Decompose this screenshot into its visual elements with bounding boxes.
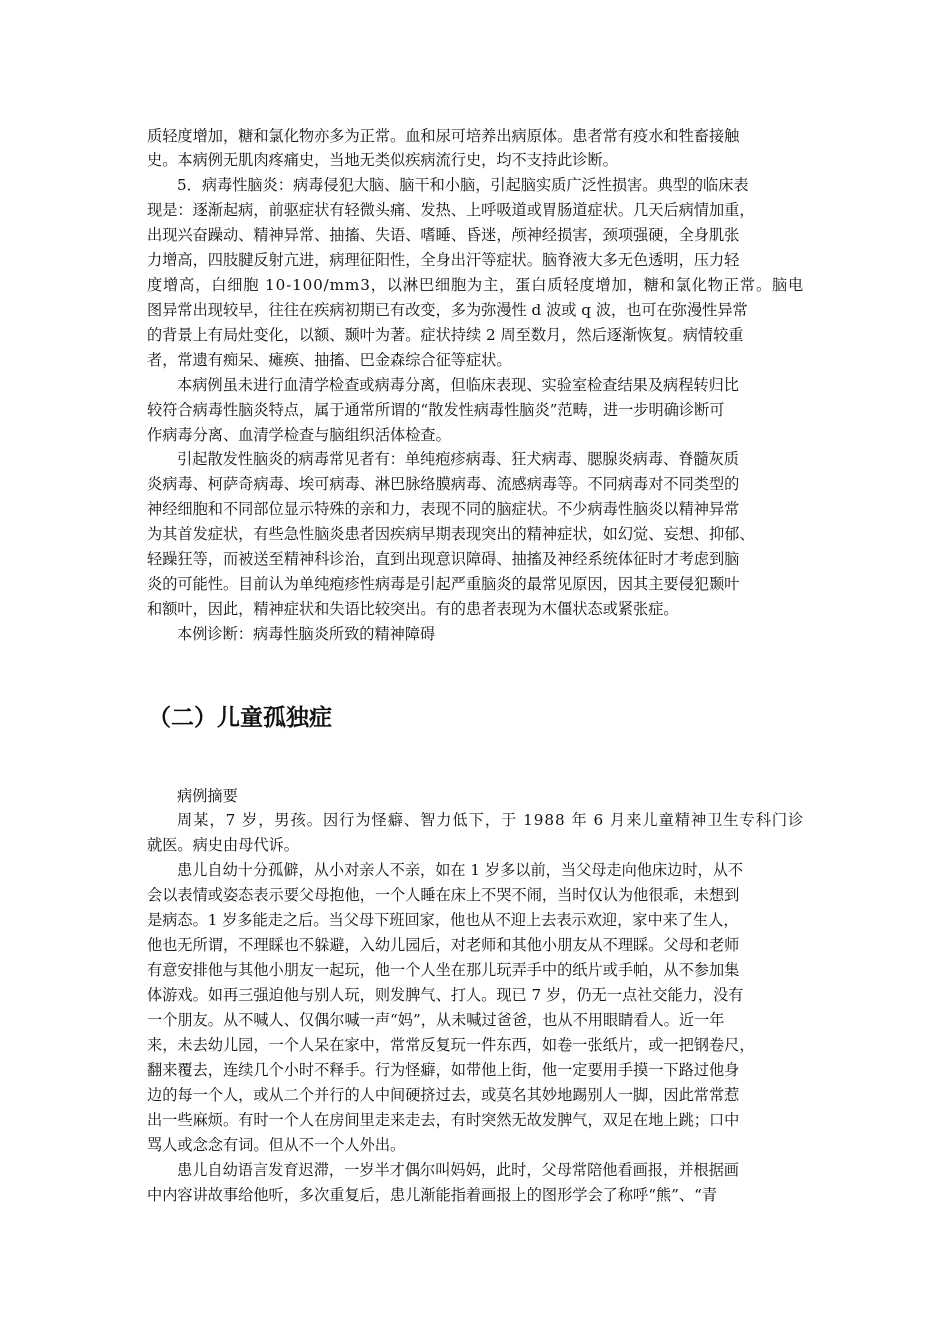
text-line: 者，常遗有痴呆、瘫痪、抽搐、巴金森综合征等症状。 xyxy=(147,351,512,369)
text-line: 边的每一个人，或从二个并行的人中间硬挤过去，或莫名其妙地踢别人一脚，因此常常惹 xyxy=(147,1086,740,1104)
text-line: 和额叶，因此，精神症状和失语比较突出。有的患者表现为木僵状态或紧张症。 xyxy=(147,600,679,618)
text-line: 本病例虽未进行血清学检查或病毒分离，但临床表现、实验室检查结果及病程转归比 xyxy=(177,376,739,394)
text-line: 度增高，白细胞 10-100/mm3，以淋巴细胞为主，蛋白质轻度增加，糖和氯化物正常。脑电 xyxy=(147,276,805,294)
text-line: 质轻度增加，糖和氯化物亦多为正常。血和尿可培养出病原体。患者常有疫水和牲畜接触 xyxy=(147,127,740,145)
text-line: 体游戏。如再三强迫他与别人玩，则发脾气、打人。现已 7 岁，仍无一点社交能力，没有 xyxy=(147,986,744,1004)
text-line: 一个朋友。从不喊人、仅偶尔喊一声“妈”，从未喊过爸爸，也从不用眼睛看人。近一年 xyxy=(147,1011,725,1029)
text-line: 周某，7 岁，男孩。因行为怪癖、智力低下，于 1988 年 6 月来儿童精神卫生专科门诊 xyxy=(177,811,805,829)
case-summary-label: 病例摘要 xyxy=(177,787,238,805)
text-line: 图异常出现较早，往往在疾病初期已有改变，多为弥漫性 d 波或 q 波，也可在弥漫性异常 xyxy=(147,301,748,319)
text-line: 患儿自幼语言发育迟滞，一岁半才偶尔叫妈妈，此时，父母常陪他看画报，并根据画 xyxy=(177,1161,739,1179)
text-line: 骂人或念念有词。但从不一个人外出。 xyxy=(147,1136,406,1154)
text-line: 的背景上有局灶变化，以额、颞叶为著。症状持续 2 周至数月，然后逐渐恢复。病情较重 xyxy=(147,326,744,344)
text-line: 炎病毒、柯萨奇病毒、埃可病毒、淋巴脉络膜病毒、流感病毒等。不同病毒对不同类型的 xyxy=(147,475,740,493)
text-line: 炎的可能性。目前认为单纯疱疹性病毒是引起严重脑炎的最常见原因，因其主要侵犯颞叶 xyxy=(147,575,740,593)
text-line: 现是：逐渐起病，前驱症状有轻微头痛、发热、上呼吸道或胃肠道症状。几天后病情加重， xyxy=(147,201,755,219)
text-line: 为其首发症状，有些急性脑炎患者因疾病早期表现突出的精神症状，如幻觉、妄想、抑郁、 xyxy=(147,525,755,543)
text-line: 引起散发性脑炎的病毒常见者有：单纯疱疹病毒、狂犬病毒、腮腺炎病毒、脊髓灰质 xyxy=(177,450,739,468)
text-line: 史。本病例无肌肉疼痛史，当地无类似疾病流行史，均不支持此诊断。 xyxy=(147,151,618,169)
text-line: 5．病毒性脑炎：病毒侵犯大脑、脑干和小脑，引起脑实质广泛性损害。典型的临床表 xyxy=(177,176,749,194)
text-line: 力增高，四肢腱反射亢进，病理征阳性，全身出汗等症状。脑脊液大多无色透明，压力轻 xyxy=(147,251,740,269)
text-line: 中内容讲故事给他听，多次重复后，患儿渐能指着画报上的图形学会了称呼“熊”、“青 xyxy=(147,1186,718,1204)
text-line: 神经细胞和不同部位显示特殊的亲和力，表现不同的脑症状。不少病毒性脑炎以精神异常 xyxy=(147,500,740,518)
text-line: 较符合病毒性脑炎特点，属于通常所谓的“散发性病毒性脑炎”范畴，进一步明确诊断可 xyxy=(147,401,725,419)
text-line: 会以表情或姿态表示要父母抱他，一个人睡在床上不哭不闹，当时仅认为他很乖，未想到 xyxy=(147,886,740,904)
diagnosis-line: 本例诊断：病毒性脑炎所致的精神障碍 xyxy=(177,625,436,643)
text-line: 是病态。1 岁多能走之后。当父母下班回家，他也从不迎上去表示欢迎，家中来了生人， xyxy=(147,911,739,929)
text-line: 患儿自幼十分孤僻，从小对亲人不亲，如在 1 岁多以前，当父母走向他床边时，从不 xyxy=(177,861,744,879)
text-line: 有意安排他与其他小朋友一起玩，他一个人坐在那儿玩弄手中的纸片或手帕，从不参加集 xyxy=(147,961,740,979)
text-line: 就医。病史由母代诉。 xyxy=(147,836,299,854)
text-line: 出一些麻烦。有时一个人在房间里走来走去，有时突然无故发脾气，双足在地上跳；口中 xyxy=(147,1111,740,1129)
section-heading: （二）儿童孤独症 xyxy=(148,705,332,731)
text-line: 作病毒分离、血清学检查与脑组织活体检查。 xyxy=(147,426,451,444)
text-line: 翻来覆去，连续几个小时不释手。行为怪癖，如带他上街，他一定要用手摸一下路过他身 xyxy=(147,1061,740,1079)
text-line: 来，未去幼儿园，一个人呆在家中，常常反复玩一件东西，如卷一张纸片，或一把钢卷尺， xyxy=(147,1036,755,1054)
text-line: 出现兴奋躁动、精神异常、抽搐、失语、嗜睡、昏迷，颅神经损害，颈项强硬，全身肌张 xyxy=(147,226,740,244)
text-line: 轻躁狂等，而被送至精神科诊治，直到出现意识障碍、抽搐及神经系统体征时才考虑到脑 xyxy=(147,550,740,568)
text-line: 他也无所谓，不理睬也不躲避，入幼儿园后，对老师和其他小朋友从不理睬。父母和老师 xyxy=(147,936,740,954)
